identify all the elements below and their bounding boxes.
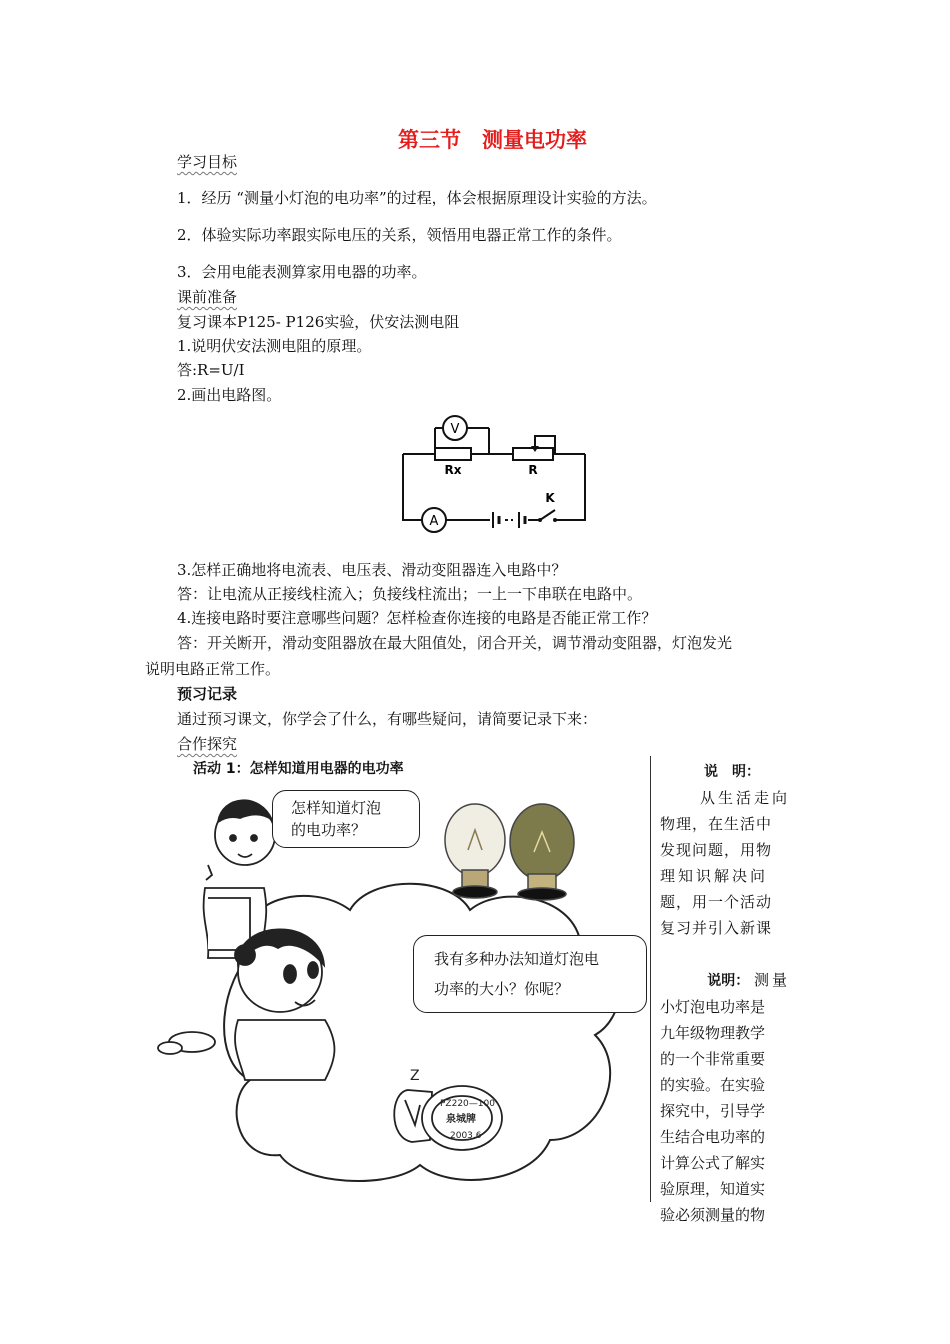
boy-speech-line-1: 怎样知道灯泡 (291, 799, 382, 817)
circuit-rx-label: Rx (444, 463, 462, 477)
prep-line-3: 答:R=U/I (177, 361, 245, 379)
note1-line-5: 题，用一个活动 (660, 893, 773, 911)
note1-line-4: 理知识解决问 (660, 867, 769, 885)
note2-heading: 说明： (707, 973, 750, 989)
circuit-r-label: R (528, 463, 538, 477)
circuit-diagram (395, 410, 595, 535)
question-3: 3.怎样正确地将电流表、电压表、滑动变阻器连入电路中？ (177, 561, 567, 579)
prep-line-1: 复习课本P125- P126实验，伏安法测电阻 (177, 313, 460, 331)
activity-title: 活动 1：怎样知道用电器的电功率 (193, 761, 404, 777)
prep-line-2: 1.说明伏安法测电阻的原理。 (177, 337, 372, 355)
note2-first: 测量 (753, 971, 790, 989)
light-bulb-icon (510, 804, 574, 900)
preview-text: 通过预习课文，你学会了什么，有哪些疑问，请简要记录下来： (177, 710, 598, 728)
note2-line-3: 的一个非常重要 (660, 1050, 766, 1068)
goal-1: 1．经历 “测量小灯泡的电功率”的过程，体会根据原理设计实验的方法。 (177, 189, 657, 207)
note2-line-4: 的实验。在实验 (660, 1076, 766, 1094)
prep-heading: 课前准备 (177, 288, 238, 306)
answer-4-line-2: 说明电路正常工作。 (145, 660, 281, 678)
column-divider (650, 756, 651, 1202)
bulb-stamp-line2: 泉城牌 (446, 1114, 476, 1125)
coop-heading: 合作探究 (177, 735, 238, 753)
goal-3: 3．会用电能表测算家用电器的功率。 (177, 263, 427, 281)
note2-line-2: 九年级物理教学 (660, 1024, 766, 1042)
goal-2: 2．体验实际功率跟实际电压的关系，领悟用电器正常工作的条件。 (177, 226, 622, 244)
circuit-k-label: K (545, 491, 555, 505)
note2-line-9: 验必须测量的物 (660, 1206, 766, 1224)
boy-speech-bubble (272, 790, 420, 848)
page-title: 第三节 测量电功率 (398, 128, 587, 152)
sidebar-notes (660, 759, 790, 1228)
bulb-stamp-line1: PZ220—100 (440, 1099, 495, 1109)
girl-speech-line-2: 功率的大小？你呢？ (434, 980, 570, 998)
note2-line-7: 计算公式了解实 (660, 1154, 766, 1172)
note1-line-1: 从生活走向 (699, 789, 790, 807)
note1-line-2: 物理，在生活中 (660, 815, 773, 833)
note2-line-5: 探究中，引导学 (660, 1102, 766, 1120)
note1-line-6: 复习并引入新课 (660, 919, 773, 937)
note1-line-3: 发现问题，用物 (660, 841, 773, 859)
note1-heading: 说 明： (704, 764, 760, 780)
goals-heading: 学习目标 (177, 153, 238, 171)
preview-heading: 预习记录 (177, 685, 238, 703)
circuit-a-label: A (429, 514, 439, 529)
boy-speech-line-2: 的电功率？ (291, 821, 367, 839)
girl-speech-line-1: 我有多种办法知道灯泡电 (434, 950, 600, 968)
svg-text:Z: Z (410, 1068, 420, 1084)
prep-line-4: 2.画出电路图。 (177, 386, 282, 404)
question-4: 4.连接电路时要注意哪些问题？怎样检查你连接的电路是否能正常工作？ (177, 609, 657, 627)
bulb-stamp-line3: 2003.6 (450, 1131, 482, 1141)
note2-line-8: 验原理，知道实 (660, 1180, 766, 1198)
note2-line-1: 小灯泡电功率是 (660, 998, 766, 1016)
answer-3: 答：让电流从正接线柱流入；负接线柱流出；一上一下串联在电路中。 (177, 585, 643, 603)
light-bulb-icon (445, 804, 505, 898)
girl-speech-bubble (413, 935, 647, 1013)
note2-line-6: 生结合电功率的 (660, 1128, 766, 1146)
answer-4-line-1: 答：开关断开，滑动变阻器放在最大阻值处，闭合开关，调节滑动变阻器，灯泡发光 (177, 634, 733, 652)
circuit-v-label: V (450, 422, 460, 437)
